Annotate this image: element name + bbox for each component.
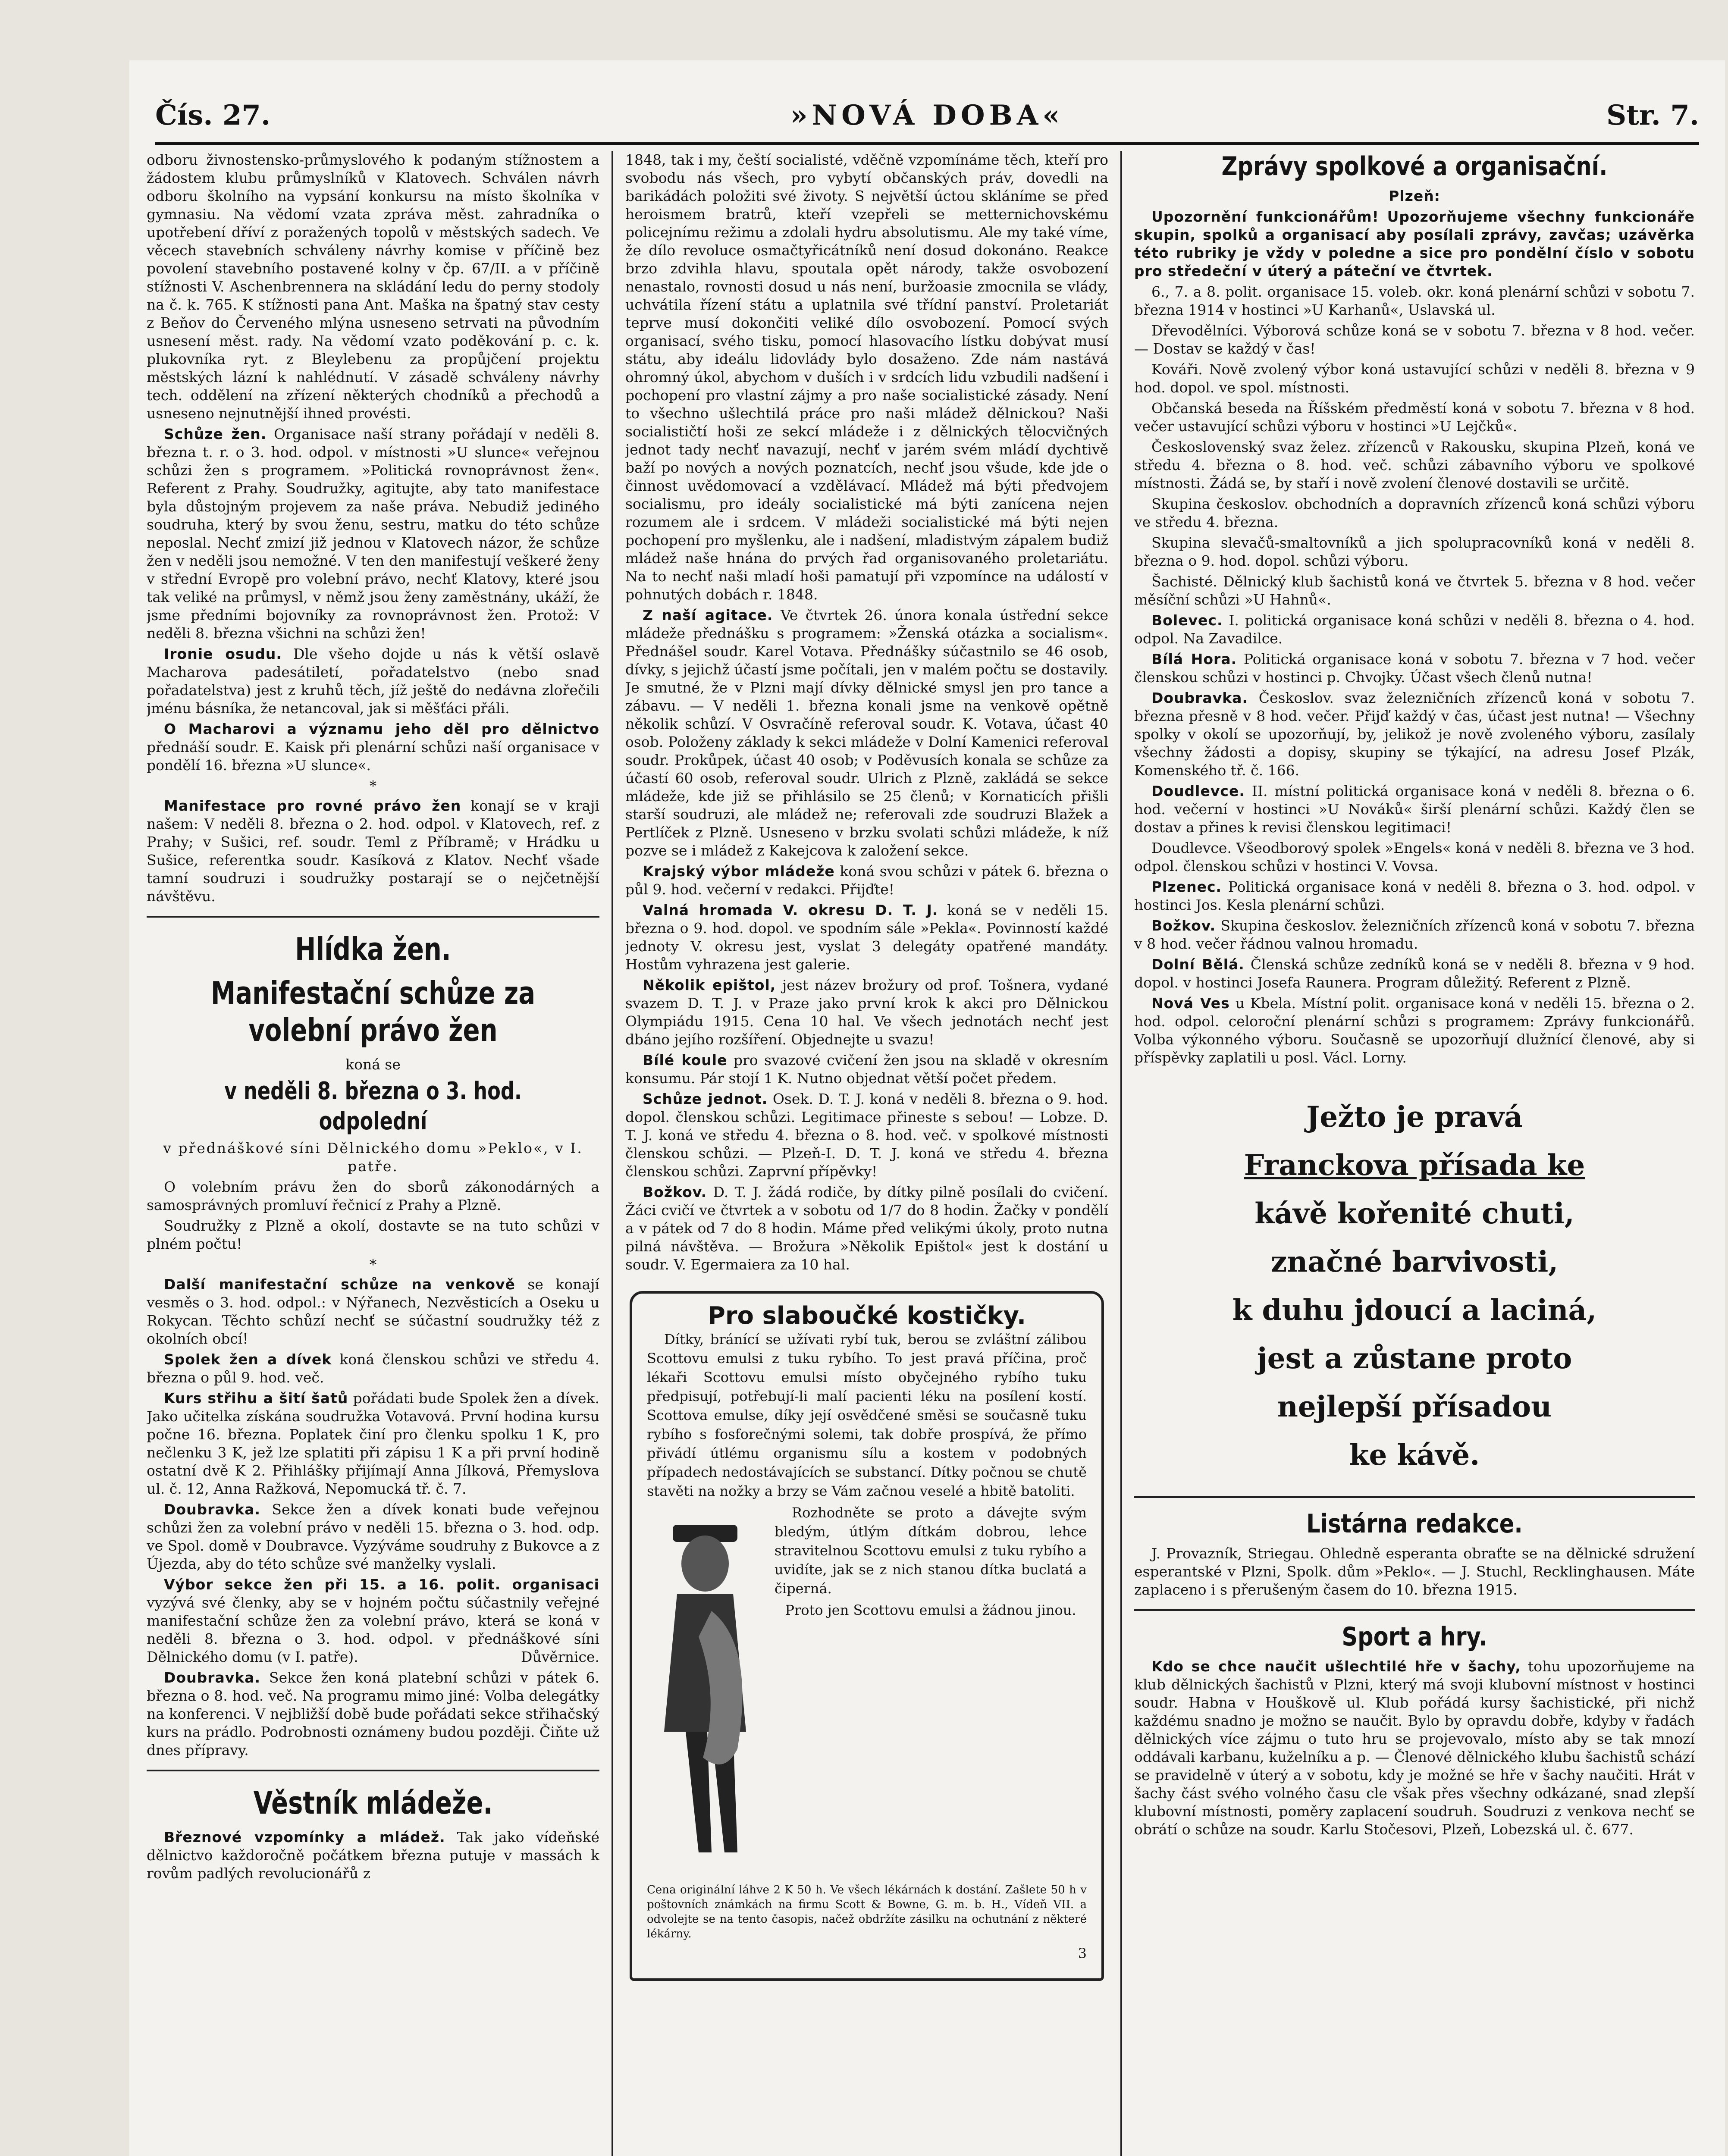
article-heading: Kurs střihu a šití šatů bbox=[164, 1390, 348, 1407]
issue-number: Čís. 27. bbox=[155, 99, 271, 132]
notice-heading: Doubravka. bbox=[1151, 689, 1248, 706]
header-rule bbox=[155, 142, 1699, 145]
article bbox=[147, 797, 599, 906]
article bbox=[625, 1183, 1108, 1274]
article-text: přednáší soudr. E. Kaisk při plenární schůzi naší organisace v pondělí 16. března »U slunce«. bbox=[147, 739, 599, 774]
city-heading: Plzeň: bbox=[1389, 188, 1440, 204]
notice: Skupina českoslov. obchodních a dopravních zřízenců koná schůzi výboru ve středu 4. března. bbox=[1134, 495, 1695, 530]
ad-line: Ježto je pravá bbox=[1306, 1100, 1523, 1134]
notice bbox=[1134, 611, 1695, 648]
page-header bbox=[155, 99, 1699, 138]
article-heading: Schůze žen. bbox=[164, 426, 267, 442]
franck-coffee-ad bbox=[1134, 1093, 1695, 1479]
article-heading: Krajský výbor mládeže bbox=[643, 863, 835, 880]
ad-text: Dítky, bránící se užívati rybí tuk, berou se zvláštní zálibou Scottovu emulsi z tuku rybího. To jest pravá příčina, proč lékaři Scottovu emulsi místo obyčejného rybího tuku předpisují, potřebují-li malí pacienti léku na posílení kostí. Scottova emulse, díky její osvědčené směsi se současně tuku rybího s fosforečnými solemi, tak dobře prospívá, že přímo přivádí útlému organismu sílu a kostem v podobných případech nedostávajících se substancí. Dítky počnou se chutě stavěti na nožky a brzy se Vám začnou veselé a hbitě batoliti. bbox=[647, 1331, 1087, 1499]
notice-text: u Kbela. Místní polit. organisace koná v neděli 15. března o 2. hod. odpol. celoroční plenární schůzi s programem: Zprávy funkcionářů. Volba výkonného výboru. Současně se upozorňují dlužnící členové, aby si příspěvky zaplatili u posl. Václ. Lorny. bbox=[1134, 995, 1695, 1066]
section-title: Zprávy spolkové a organisační. bbox=[1221, 151, 1608, 182]
section-rule bbox=[1134, 1496, 1695, 1498]
column-2 bbox=[625, 151, 1108, 2156]
article-heading: Upozornění funkcionářům! bbox=[1151, 208, 1379, 225]
article-heading: Výbor sekce žen při 15. a 16. polit. organisaci bbox=[164, 1576, 599, 1593]
article-heading: Božkov. bbox=[643, 1184, 707, 1200]
signature: Důvěrnice. bbox=[521, 1648, 599, 1665]
article-text: pro svazové cvičení žen jsou na skladě v okresním konsumu. Pár stojí 1 K. Nutno objednat větší počet předem. bbox=[625, 1052, 1108, 1087]
article bbox=[625, 1090, 1108, 1181]
section-title: Věstník mládeže. bbox=[253, 1785, 493, 1821]
notice: Šachisté. Dělnický klub šachistů koná ve čtvrtek 5. března v 8 hod. večer měsíční schůzi »U Hahnů«. bbox=[1134, 573, 1695, 608]
newspaper-page bbox=[129, 60, 1725, 2156]
article-text: jest název brožury od prof. Tošnera, vydané svazem D. T. J. v Praze jako první krok k akci pro Dělnickou Olympiádu 1915. Cena 10 hal. Ve všech jednotách nechť jest dbáno jejího rozšíření. Objednejte u svazu! bbox=[625, 977, 1108, 1048]
announcement-text: O volebním právu žen do sborů zákonodárných a samosprávných promluví řečnicí z Prahy a Plzně. bbox=[147, 1178, 599, 1213]
separator-star: * bbox=[369, 777, 377, 794]
section-title: Sport a hry. bbox=[1342, 1622, 1487, 1652]
article bbox=[147, 1389, 599, 1498]
article-text: pořádati bude Spolek žen a dívek. Jako učitelka získána soudružka Votavová. První hodina kursu počne 16. března. Poplatek činí pro členku spolku 1 K, pro nečlenku 3 K, jež lze splatiti při zápisu 1 K a při první hodině ostatní dvě K 2. Přihlášky přijímají Anna Jílková, Přemyslova ul. č. 12, Anna Ražková, Nepomucká tř. č. 7. bbox=[147, 1390, 599, 1497]
notice bbox=[1134, 650, 1695, 686]
article bbox=[1134, 1658, 1695, 1839]
article-heading: Z naší agitace. bbox=[643, 607, 773, 624]
notice: Občanská beseda na Říšském předměstí koná v sobotu 7. března v 8 hod. večer ustavující schůzi výboru v hostinci »U Lejčků«. bbox=[1134, 400, 1695, 435]
ad-number: 3 bbox=[1078, 1945, 1087, 1962]
masthead: »NOVÁ DOBA« bbox=[790, 99, 1064, 132]
article-heading: Kdo se chce naučit ušlechtilé hře v šachy, bbox=[1151, 1658, 1521, 1675]
announcement-title: Manifestační schůze za volební právo žen bbox=[210, 975, 536, 1048]
section-title: Listárna redakce. bbox=[1306, 1509, 1523, 1539]
ad-line: jest a zůstane proto bbox=[1257, 1341, 1572, 1375]
article-heading: Valná hromada V. okresu D. T. J. bbox=[643, 902, 938, 918]
article-heading: Manifestace pro rovné právo žen bbox=[164, 797, 461, 814]
article bbox=[625, 976, 1108, 1049]
article bbox=[147, 1576, 599, 1666]
ad-line: nejlepší přísadou bbox=[1277, 1390, 1552, 1423]
article-heading: Spolek žen a dívek bbox=[164, 1351, 332, 1368]
article bbox=[1134, 208, 1695, 280]
notice bbox=[1134, 782, 1695, 837]
notice-heading: Bílá Hora. bbox=[1151, 651, 1237, 667]
article bbox=[147, 645, 599, 718]
notice-text: I. politická organisace koná schůzi v neděli 8. března o 4. hod. odpol. Na Zavadilce. bbox=[1134, 612, 1695, 647]
notice-text: II. místní politická organisace koná v neděli 8. března o 6. hod. večerní v hostinci »U Nováků« širší plenární schůzi. Každý člen se dostav a přines k revisi členskou legitimaci! bbox=[1134, 783, 1695, 836]
notice: Kováři. Nově zvolený výbor koná ustavující schůzi v neděli 8. března v 9 hod. dopol. ve spol. místnosti. bbox=[1134, 361, 1695, 396]
ad-line: k duhu jdoucí a laciná, bbox=[1232, 1293, 1597, 1327]
notice bbox=[1134, 689, 1695, 780]
notice-text: Členská schůze zedníků koná se v neděli 8. března v 9 hod. dopol. v hostinci Josefa Raunera. Program důležitý. Referent z Plzně. bbox=[1134, 956, 1695, 991]
notice-heading: Nová Ves bbox=[1151, 995, 1230, 1012]
article-text: vyzývá své členky, aby se v hojném počtu súčastnily veřejné manifestační schůze žen za volební právo, která se koná v neděli 8. března o 3. hod. odpol. v přednáškové síni Dělnického domu (v I. patře). bbox=[147, 1594, 599, 1665]
article bbox=[147, 425, 599, 642]
ad-line: značné barvivosti, bbox=[1270, 1245, 1559, 1279]
article-text: D. T. J. žádá rodiče, by dítky pilně posílali do cvičení. Žáci cvičí ve čtvrtek a v sobotu od 1/7 do 8 hodin. Žačky v pondělí a v pátek od 7 do 8 hodin. Máme před velikými úkoly, proto nutna pilná návštěva. — Brožura »Několik Epištol« jest k dostání u soudr. V. Egermaiera za 10 hal. bbox=[625, 1184, 1108, 1273]
notice-text: Politická organisace koná v sobotu 7. března v 7 hod. večer členskou schůzi v hostinci p. Chvojky. Účast všech členů nutna! bbox=[1134, 651, 1695, 686]
column-3 bbox=[1134, 151, 1695, 2156]
article-heading: Další manifestační schůze na venkově bbox=[164, 1276, 515, 1293]
separator-star: * bbox=[369, 1256, 377, 1273]
article-text: konají se v kraji našem: V neděli 8. března o 2. hod. odpol. v Klatovech, ref. z Prahy; v Sušici, ref. soudr. Teml z Příbramě; v Hrádku u Sušice, referentka soudr. Kasíková z Klatov. Nechť všade tamní soudruzi i soudružky postarají se o nejčetnější návštěvu. bbox=[147, 797, 599, 905]
article bbox=[147, 1275, 599, 1348]
article-heading: Doubravka. bbox=[164, 1669, 260, 1686]
article bbox=[147, 1669, 599, 1759]
notice-text: Skupina českoslov. železničních zřízenců koná v sobotu 7. března v 8 hod. večer řádnou valnou hromadu. bbox=[1134, 917, 1695, 952]
announcement-text: Soudružky z Plzně a okolí, dostavte se na tuto schůzi v plném počtu! bbox=[147, 1217, 599, 1252]
page-number: Str. 7. bbox=[1606, 99, 1699, 132]
article-text: Sekce žen koná platební schůzi v pátek 6. března o 8. hod. več. Na programu mimo jiné: Volba delegátky na konferenci. V nejbližší době bude pořádati sekce střihačský kurs na prádlo. Podrobnosti oznámeny budou později. Čiňte už dnes přípravy. bbox=[147, 1669, 599, 1758]
article bbox=[147, 720, 599, 774]
notice-text: Politická organisace koná v neděli 8. března o 3. hod. odpol. v hostinci Jos. Kesla plenární schůzi. bbox=[1134, 878, 1695, 913]
notice bbox=[1134, 917, 1695, 953]
article bbox=[625, 901, 1108, 974]
column-divider bbox=[1120, 151, 1122, 2156]
announcement-date: v neděli 8. března o 3. hod. odpolední bbox=[224, 1077, 522, 1135]
article-text: Sekce žen a dívek konati bude veřejnou schůzi žen za volební právo v neděli 15. března o 3. hod. odp. ve Spol. domě v Doubravce. Vyzýváme soudruhy z Bukovce a z Újezda, aby do této schůze své manželky vyslali. bbox=[147, 1501, 599, 1572]
notice-heading: Dolní Bělá. bbox=[1151, 956, 1245, 973]
notice: Skupina slevačů-smaltovníků a jich spolupracovníků koná v neděli 8. března o 9. hod. dopol. schůzi výboru. bbox=[1134, 534, 1695, 569]
announcement-text: koná se bbox=[345, 1056, 401, 1073]
section-rule bbox=[147, 1770, 599, 1771]
scott-emulsion-ad bbox=[630, 1291, 1104, 1981]
article bbox=[147, 1501, 599, 1573]
column-divider bbox=[612, 151, 613, 2156]
article-text: 1848, tak i my, čeští socialisté, vděčně vzpomínáme těch, kteří pro svobodu nás všech, pro vybytí občanských práv, dovedli na barikádách položiti své životy. S největší úctou skláníme se před heroismem bratrů, kteří vzepřeli se metternichovskému policejnímu režimu a zdolali hydru absolutismu. Ale my také víme, že dílo revoluce osmačtyřicátníků není dosud dokonáno. Reakce brzo zdvihla hlavu, spoutala opět národy, takže osvobození nenastalo, rovnosti dosud u nás není, buržoasie zmocnila se vlády, uchvátila řízení státu a uplatnila své třídní panství. Proletariát teprve musí dokončiti veliké dílo osvobození. Pomocí svých organisací, svého tisku, pomocí hlasovacího lístku dobývat musí státu, aby ideálu lidovlády bylo dosaženo. Zde nám nastává ohromný úkol, abychom v duších i v srdcích lidu vzbudili nadšení i pochopení pro vlastní zájmy a pro naše socialistické zásady. Není to všechno ušlechtilá práce pro naši mládež dělnickou? Naši socialističtí hoši ze sekcí mládeže i z dělnických tělocvičných jednot tady nechť navazují, nechť v jarém svém mládí dychtivě baží po nových a nových poznatcích, nechť jsou všude, kde jde o činnost uvědomovací a vzdělávací. Mládež má býti předvojem socialismu, pro ideály socialistické má býti zanícena nejen rozumem ale i srdcem. V mládeži socialistické má býti nejen pochopení pro myšlenku, ale i nadšení, mladistvým zápalem budiž mládež naše hnána do prvých řad organisovaného proletariátu. Na to nechť naši mladí hoši pamatují při vzpomínce na událostí v pohnutých dobách r. 1848. bbox=[625, 151, 1108, 603]
article-text: Osek. D. T. J. koná v neděli 8. března o 9. hod. dopol. členskou schůzi. Legitimace přineste s sebou! — Lobze. D. T. J. koná ve středu 4. března o 8. hod. več. v spolkové místnosti členskou schůzi. — Plzeň-I. D. T. J. koná ve středu 4. března členskou schůzi. Zaprvní přípěvky! bbox=[625, 1091, 1108, 1180]
article bbox=[147, 1351, 599, 1387]
section-title: Hlídka žen. bbox=[295, 931, 451, 967]
article-text: Organisace naší strany pořádají v neděli 8. března t. r. o 3. hod. odpol. v místnosti »U slunce« veřejnou schůzi žen s programem. »Politická rovnoprávnost žen«. Referent z Prahy. Soudružky, agitujte, aby tato manifestace byla důstojným projevem za naše práva. Nebudiž jediného soudruha, který by svou ženu, sestru, matku do této schůze neposlal. Nechť zmizí již jednou v Klatovech názor, že schůze žen v neděli jsou nemožné. V ten den manifestují veškeré ženy v střední Evropě pro volební právo, nechť Klatovy, které jsou tak veliké na průmysl, v němž jsou ženy zaměstnány, ukáží, že jsme předními bojovníky za rovnoprávnost žen. Protož: V neděli 8. března všichni na schůzi žen! bbox=[147, 426, 599, 642]
article-text: tohu upozorňujeme na klub dělnických šachistů v Plzni, který má svoji klubovní místnost v hostinci soudr. Habna v Houškově ul. Klub pořádá kursy šachistické, při nichž každému snadno je možno se naučit. Bylo by opravdu dobře, kdyby v řadách dělnických více zájmu o tuto hru se projevovalo, místo aby se tak mnozí oddávali karbanu, kuželníku a p. — Členové dělnického klubu šachistů schází se pravidelně v úterý a v sobotu, kdy je možné se hře v šachy naučiti. Hrát v šachy část svého volného času cle však přes všechny odkázané, snad zlepší klubovní místnosti, poměry zaplacení soudruh. Soudruzi z venkova nechť se obrátí o schůze na soudr. Karlu Stočesovi, Plzeň, Lobezská ul. č. 677. bbox=[1134, 1658, 1695, 1838]
article-heading: Několik epištol, bbox=[643, 977, 776, 993]
notice bbox=[1134, 994, 1695, 1067]
article-text: Ve čtvrtek 26. února konala ústřední sekce mládeže přednášku s programem: »Ženská otázka a socialism«. Přednášel soudr. Karel Votava. Přednášky súčastnilo se 46 osob, dívky, s jejichž účastí jsme počítali, jen v malém počtu se dostavily. Je smutné, že v Plzni mají dívky dělnické smysl jen pro tance a zábavu. — V neděli 1. března konali jsme na venkově opětně několik schůzí. V Osvračíně referoval soudr. K. Votava, účast 40 osob. Položeny základy k sekci mládeže v Dolní Kamenici referoval soudr. Prokůpek, účast 40 osob; v Poděvusích konala se schůze za účastí 60 osob, referoval soudr. Ulrich z Plzně, zakládá se sekce mládeže, kde již se přihlásilo se 25 členů; v Kornaticích přišli starší soudruzi, ale mládež ne; referovali zde soudruzi Blažek a Pertlíček z Plzně. Usneseno v brzku svolati schůzi mládeže, k níž pozve se i mládež z Kakejcova k založení sekce. bbox=[625, 607, 1108, 859]
notice bbox=[1134, 878, 1695, 914]
notice: J. Provazník, Striegau. Ohledně esperanta obraťte se na dělnické sdružení esperantské v Plzni, Spolk. dům »Peklo«. — J. Stuchl, Recklinghausen. Máte zaplaceno i s přerušeným časem do 10. března 1915. bbox=[1134, 1545, 1695, 1598]
notice-heading: Bolevec. bbox=[1151, 612, 1223, 629]
article bbox=[625, 1051, 1108, 1087]
article-text: koná členskou schůzi ve středu 4. března o půl 9. hod. več. bbox=[147, 1351, 599, 1386]
section-rule bbox=[1134, 1609, 1695, 1611]
ad-line: kávě kořenité chuti, bbox=[1254, 1197, 1574, 1230]
article bbox=[147, 1828, 599, 1883]
article-text: Dle všeho dojde u nás k větší oslavě Macharova padesátiletí, pořadatelstvo (nebo snad pořadatelstva) jest z kruhů těch, jíž ještě do nedávna zlořečili jménu básníka, že netancoval, jak si měšťáci přáli. bbox=[147, 646, 599, 717]
notice-text: Českoslov. svaz železničních zřízenců koná v sobotu 7. března přesně v 8 hod. večer. Přijď každý v čas, účast jest nutna! — Všechny spolky v okolí se upozorňují, by, jelikož je nově zvoleného výboru, zasílaly všechny žádosti a dopisy, skupiny se týkající, na adresu Josef Plzák, Komenského tř. č. 166. bbox=[1134, 689, 1695, 779]
article-text: koná se v neděli 15. března o 9. hod. dopol. ve spodním sále »Pekla«. Povinností každé jednoty V. okresu jest, vyslat 3 delegáty opatřené mandáty. Hostům vyhrazena jest galerie. bbox=[625, 902, 1108, 973]
ad-title: Pro slaboučké kostičky. bbox=[707, 1302, 1026, 1330]
notice-heading: Plzenec. bbox=[1151, 878, 1222, 895]
article-text: Upozorňujeme všechny funkcionáře skupin, spolků a organisací aby posílali zprávy, zavčas; uzávěrka této rubriky je vždy v poledne a sice pro pondělní číslo v sobotu pro středeční v úterý a páteční ve čtvrtek. bbox=[1134, 208, 1695, 279]
column-1 bbox=[147, 151, 599, 2156]
article bbox=[625, 606, 1108, 860]
article-heading: Schůze jednot. bbox=[643, 1091, 768, 1107]
fisherman-figure-illustration bbox=[647, 1507, 763, 1878]
article-heading: Březnové vzpomínky a mládež. bbox=[164, 1829, 445, 1846]
notice: Československý svaz želez. zřízenců v Rakousku, skupina Plzeň, koná ve středu 4. března o 8. hod. več. schůzi zábavního výboru ve spolkové místnosti. Žádá se, by staří i nově zvolení členové dostavili se určitě. bbox=[1134, 439, 1695, 492]
article-text: Tak jako vídeňské dělnictvo každoročně počátkem března putuje v massách k rovům padlých revolucionářů z bbox=[147, 1829, 599, 1882]
section-rule bbox=[147, 916, 599, 918]
ad-slogan: Proto jen Scottovu emulsi a žádnou jinou. bbox=[785, 1602, 1076, 1618]
notice-heading: Doudlevce. bbox=[1151, 783, 1245, 799]
article-text: se konají vesměs o 3. hod. odpol.: v Nýřanech, Nezvěsticích a Oseku u Rokycan. Těchto schůzí nechť se súčastní soudružky též z okolních obcí! bbox=[147, 1276, 599, 1347]
article-heading: Doubravka. bbox=[164, 1501, 260, 1518]
notice: 6., 7. a 8. polit. organisace 15. voleb. okr. koná plenární schůzi v sobotu 7. března 1914 v hostinci »U Karhanů«, Uslavská ul. bbox=[1134, 283, 1695, 318]
notice: Dřevodělníci. Výborová schůze koná se v sobotu 7. března v 8 hod. večer. — Dostav se každý v čas! bbox=[1134, 322, 1695, 357]
article-heading: Bílé koule bbox=[643, 1052, 728, 1069]
article-heading: Ironie osudu. bbox=[164, 646, 282, 662]
announcement-place: v přednáškové síni Dělnického domu »Peklo«, v I. patře. bbox=[163, 1140, 583, 1175]
ad-text: Rozhodněte se proto a dávejte svým bledým, útlým dítkám dobrou, lehce stravitelnou Scottovu emulsi z tuku rybího a uvidíte, jak se z nich stanou dítka buclatá a čiperná. bbox=[775, 1504, 1087, 1597]
article-text: odboru živnostensko-průmyslového k podaným stížnostem a žádostem klubu průmyslníků v Klatovech. Schválen návrh odboru školního na vypsání konkursu na místo školníka v gymnasiu. Na vědomí vzata zpráva měst. zahradníka o upotřebení dříví z poražených topolů v městských sadech. Ve věcech stavebních schváleny návrhy komise v příčině bez povolení stavebního postavené kolny v čp. 67/II. a v příčině stížnosti V. Aschenbrennera na skládání ledu do perny stodoly na č. k. 765. K stížnosti pana Ant. Maška na špatný stav cesty z Beňov do Červeného mlýna usneseno setrvati na původním usnesení měst. rady. Na vědomí vzato poděkování p. c. k. plukovníka ryt. z Bleylebenu za propůjčení projektu městských lázní k nahlédnutí. V zásadě schváleny návrhy tech. oddělení na zřízení některých chodníků a přechodů a usneseno nejnutnější ihned provésti. bbox=[147, 151, 599, 422]
notice-heading: Božkov. bbox=[1151, 917, 1216, 934]
ad-line: Franckova přísada ke bbox=[1244, 1148, 1585, 1182]
article-text: koná svou schůzi v pátek 6. března o půl 9. hod. večerní v redakci. Přijďte! bbox=[625, 863, 1108, 898]
ad-price-note: Cena originální láhve 2 K 50 h. Ve všech lékárnách k dostání. Zašlete 50 h v poštovních známkách na firmu Scott & Bowne, G. m. b. H., Vídeň VII. a odvolejte se na tento časopis, načež obdržíte zásilku na ochutnání z některé lékárny. bbox=[647, 1883, 1087, 1940]
ad-line: ke kávě. bbox=[1349, 1438, 1480, 1472]
article bbox=[625, 862, 1108, 899]
notice: Doudlevce. Všeodborový spolek »Engels« koná v neděli 8. března ve 3 hod. odpol. členskou schůzi v hostinci V. Vovsa. bbox=[1134, 840, 1695, 874]
article-heading: O Macharovi a významu jeho děl pro dělnictvo bbox=[164, 721, 599, 737]
notice bbox=[1134, 956, 1695, 992]
